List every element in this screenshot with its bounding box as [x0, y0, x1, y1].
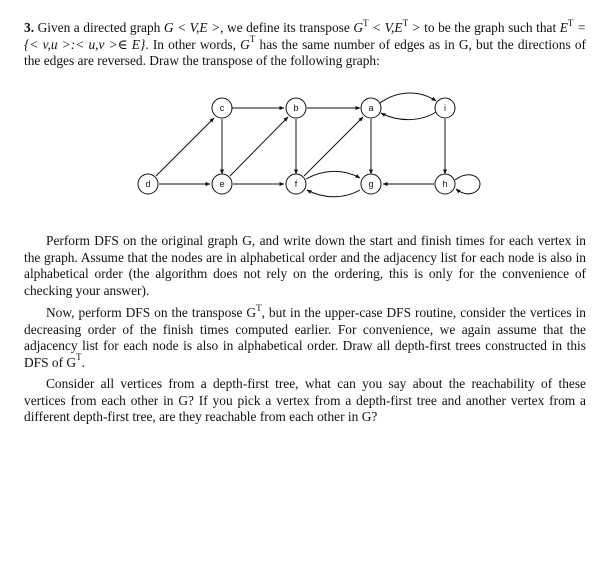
transpose-def-sup: T — [402, 17, 409, 28]
graph-definition: G < V,E > — [163, 20, 221, 35]
node-label-e: e — [219, 179, 225, 189]
edge-a-i — [380, 93, 436, 103]
paragraph-dfs-original: Perform DFS on the original graph G, and write down the start and finish times for each vertex in the graph. Assume that the nodes are in alphabetical order and the adjacency list for each node is also in alphabetical order (the algorithm does not rely on the ordering, this is only for the convenience of checking your answer). — [24, 233, 586, 298]
para3-text-3: . — [81, 354, 85, 370]
node-label-c: c — [219, 103, 225, 113]
transpose-def-end: > — [411, 20, 421, 35]
et-definition: = {< v,u >:< u,v >∈ E} — [24, 20, 586, 52]
et-sup: T — [567, 17, 574, 28]
intro-text-3: to be the graph such that — [424, 20, 557, 35]
transpose-name: G — [353, 20, 364, 35]
para3-text-1: Now, perform DFS on the transpose G — [46, 305, 257, 320]
paragraph-reachability: Consider all vertices from a depth-first tree, what can you say about the reachability of these vertices from each other in G? If you pick a vertex from a depth-first tree and another vertex from a different depth-first tree, are they reachable from each other in G? — [24, 376, 586, 425]
edge-i-a — [381, 112, 436, 120]
para3-sup-2: T — [76, 352, 82, 363]
et-name: E — [559, 20, 568, 35]
edge-f-a — [304, 117, 363, 176]
intro-text-2: , we define its transpose — [220, 20, 350, 35]
node-label-g: g — [368, 179, 374, 189]
edge-d-c — [156, 118, 214, 176]
node-label-b: b — [293, 103, 299, 113]
node-label-a: a — [368, 103, 374, 113]
gt-name: G — [240, 36, 250, 52]
edge-f-g — [306, 171, 360, 179]
para3-sup-1: T — [256, 302, 262, 313]
gt-sup: T — [249, 34, 256, 45]
paragraph-dfs-transpose — [24, 302, 586, 371]
node-label-d: d — [145, 179, 151, 189]
intro-text-5: has the same number of edges as in G, but the directions of the edges are reversed. Draw the transpose of the following graph: — [24, 36, 586, 69]
para3-text-2: , but in the upper-case DFS routine, consider the vertices in decreasing order of the finish times computed earlier. For convenience, we again assume that the adjacency list for each node is also in alphabetical order. Draw all depth-first trees constructed in this DFS of G — [24, 305, 586, 370]
node-label-i: i — [444, 103, 446, 113]
edge-g-f — [307, 190, 360, 197]
transpose-definition: < V,E — [372, 20, 403, 35]
intro-text-1: Given a directed graph — [37, 20, 161, 35]
problem-number: 3. — [24, 20, 35, 35]
node-label-f: f — [294, 179, 298, 189]
node-label-h: h — [442, 179, 448, 189]
edge-e-b — [230, 117, 288, 176]
edge-h-h — [455, 175, 480, 194]
intro-text-4: . In other words, — [145, 36, 236, 52]
transpose-sup: T — [363, 17, 369, 28]
